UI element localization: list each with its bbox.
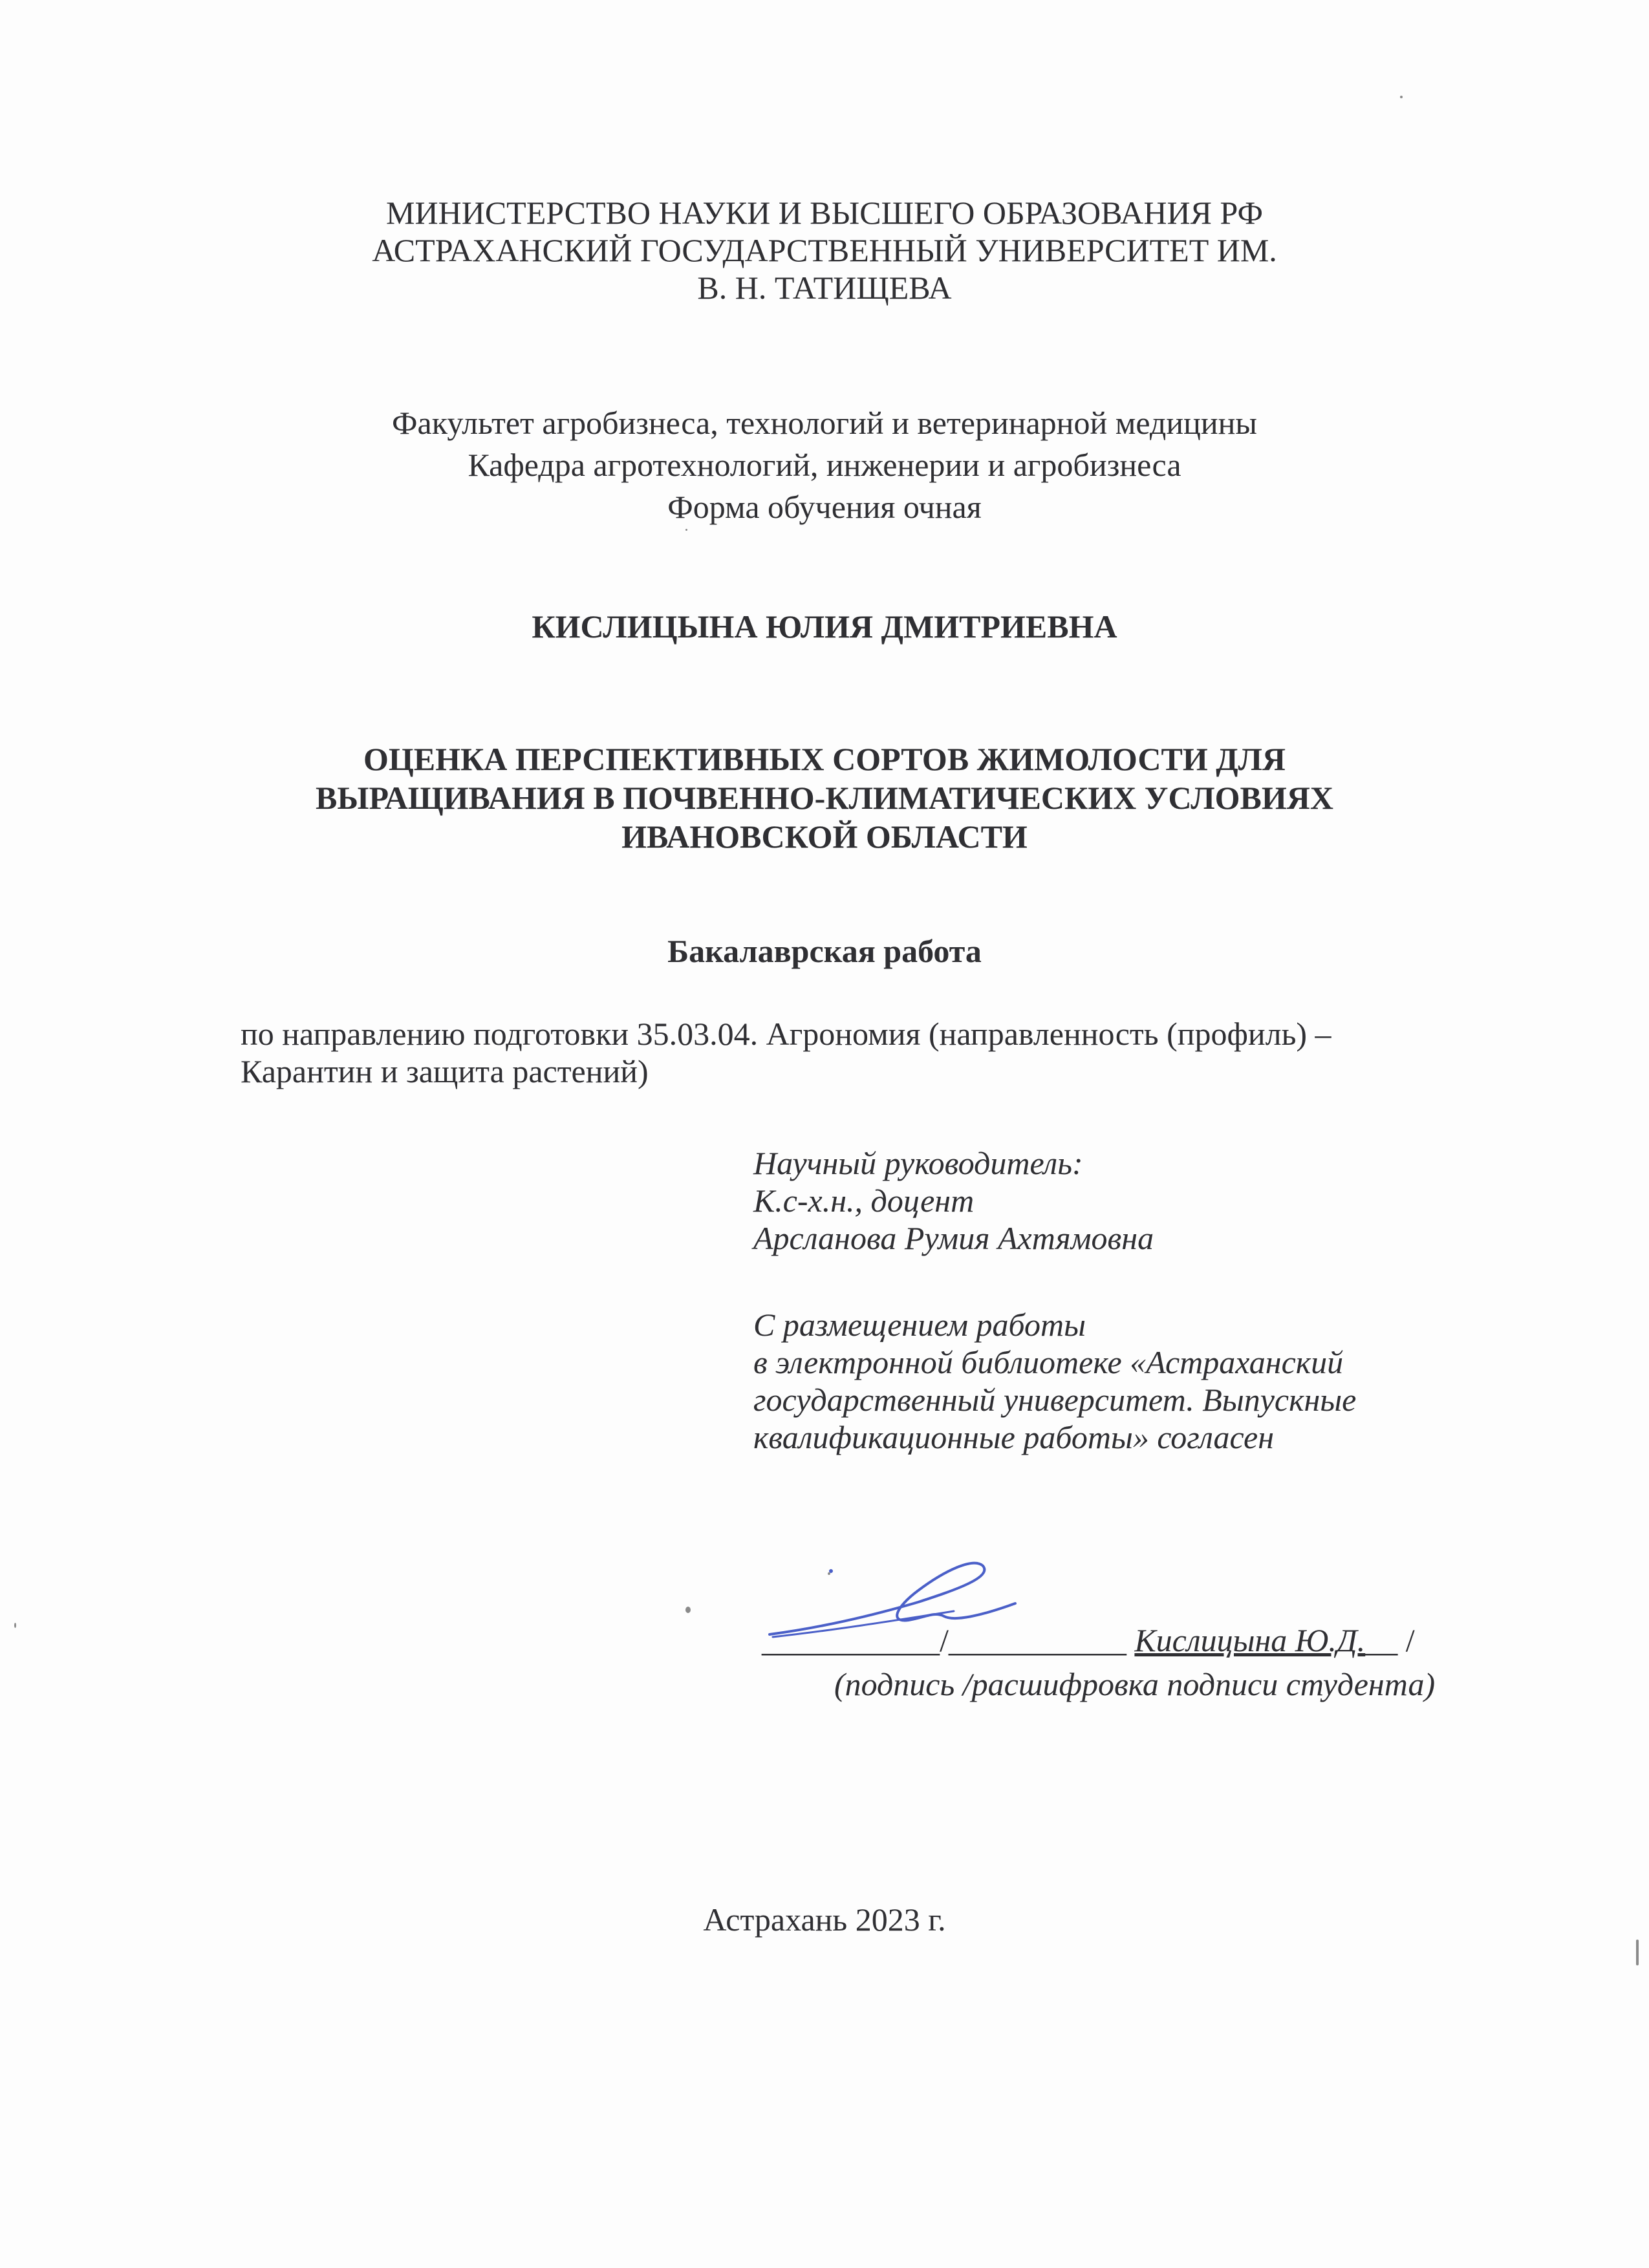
- study-form-line: Форма обучения очная: [667, 489, 982, 525]
- supervisor-label: Научный руководитель:: [753, 1145, 1083, 1181]
- supervisor-name: Арсланова Румия Ахтямовна: [753, 1220, 1154, 1256]
- consent-line-3: государственный университет. Выпускные: [753, 1382, 1357, 1418]
- department-line: Кафедра агротехнологий, инженерии и агробизнеса: [468, 447, 1181, 483]
- direction-line-1: по направлению подготовки 35.03.04. Агрономия (направленность (профиль) –: [241, 1016, 1331, 1052]
- scan-speck: [14, 1623, 16, 1628]
- signature-separator: /: [940, 1622, 949, 1658]
- direction-block: [241, 1015, 1521, 1090]
- scan-speck: [828, 1572, 830, 1575]
- signature-caption: (подпись /расшифровка подписи студента): [834, 1666, 1436, 1702]
- student-name-underlined: Кислицына Ю.Д.: [1134, 1622, 1366, 1658]
- signature-blank: ___________: [762, 1622, 940, 1658]
- university-line-2: В. Н. ТАТИЩЕВА: [697, 270, 952, 306]
- supervisor-degree: К.с-х.н., доцент: [753, 1182, 975, 1219]
- supervisor-block: [753, 1144, 1594, 1257]
- ministry-line: МИНИСТЕРСТВО НАУКИ И ВЫСШЕГО ОБРАЗОВАНИЯ РФ: [386, 195, 1263, 231]
- direction-line-2: Карантин и защита растений): [241, 1053, 649, 1089]
- work-type: Бакалаврская работа: [667, 933, 982, 969]
- thesis-title-line-3: ИВАНОВСКОЙ ОБЛАСТИ: [621, 818, 1028, 855]
- author-name: КИСЛИЦЫНА ЮЛИЯ ДМИТРИЕВНА: [532, 608, 1117, 645]
- scan-speck: [685, 1607, 691, 1613]
- decryption-blank: ___________: [948, 1622, 1126, 1658]
- signature-end-separator: /: [1405, 1622, 1415, 1658]
- university-line-1: АСТРАХАНСКИЙ ГОСУДАРСТВЕННЫЙ УНИВЕРСИТЕТ ИМ.: [372, 232, 1277, 268]
- thesis-title-line-2: ВЫРАЩИВАНИЯ В ПОЧВЕННО-КЛИМАТИЧЕСКИХ УСЛОВИЯХ: [316, 780, 1333, 816]
- city-year: Астрахань 2023 г.: [703, 1901, 946, 1938]
- signature-line: [762, 1621, 1415, 1659]
- consent-block: [753, 1306, 1594, 1456]
- scan-speck: [1400, 96, 1403, 98]
- signature-trailing-blank: __: [1365, 1622, 1398, 1658]
- scan-speck: [685, 529, 687, 531]
- faculty-line: Факультет агробизнеса, технологий и ветеринарной медицины: [392, 405, 1257, 441]
- consent-line-2: в электронной библиотеке «Астраханский: [753, 1344, 1344, 1380]
- consent-line-4: квалификационные работы» согласен: [753, 1419, 1275, 1455]
- scan-edge-mark: [1636, 1940, 1639, 1965]
- consent-line-1: С размещением работы: [753, 1307, 1086, 1343]
- thesis-title-line-1: ОЦЕНКА ПЕРСПЕКТИВНЫХ СОРТОВ ЖИМОЛОСТИ ДЛЯ: [363, 741, 1286, 777]
